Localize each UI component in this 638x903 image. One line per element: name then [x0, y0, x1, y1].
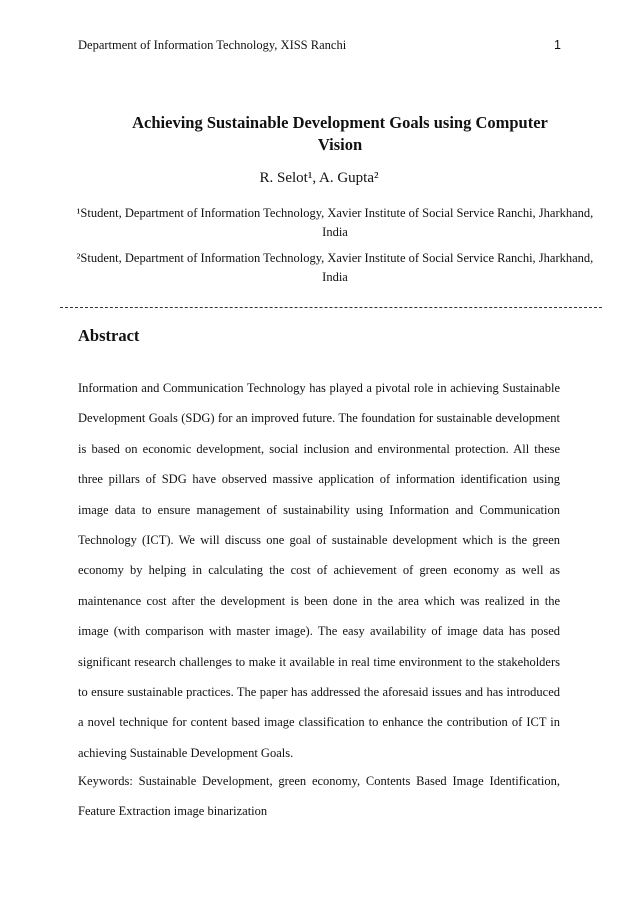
abstract-heading: Abstract — [78, 326, 140, 345]
page-number: 1 — [554, 38, 561, 52]
paper-title: Achieving Sustainable Development Goals using Computer Vision — [132, 113, 548, 154]
abstract-paragraph: Information and Communication Technology has played a pivotal role in achieving Sustainable Development Goals (SDG) for an improved future. The foundation for sustainable development is based on economic development, social inclusion and environmental protection. All these three pillars of SDG have observed massive application of information identification using image data to ensure management of sustainability using Information and Communication Technology (ICT). We will discuss one goal of sustainable development which is the green economy by helping in calculating the cost of achievement of green economy as well as maintenance cost after the development is been done in the area which was realized in the image (with comparison with master image). The easy availability of image data has posed significant research challenges to make it available in real time environment to the stakeholders to ensure sustainable practices. The paper has addressed the aforesaid issues and has introduced a novel technique for content based image classification to enhance the contribution of ICT in achieving Sustainable Development Goals. — [78, 381, 560, 760]
keywords: Keywords: Sustainable Development, green economy, Contents Based Image Identification, Feature Extraction image binarization — [78, 774, 560, 819]
section-divider — [60, 307, 602, 308]
running-header: Department of Information Technology, XISS Ranchi — [78, 38, 347, 52]
abstract-body — [78, 373, 560, 768]
affiliation-2: ²Student, Department of Information Technology, Xavier Institute of Social Service Ranchi, Jharkhand, India — [76, 251, 594, 284]
affiliation-1: ¹Student, Department of Information Technology, Xavier Institute of Social Service Ranchi, Jharkhand, India — [76, 206, 594, 239]
paper-authors: R. Selot¹, A. Gupta² — [259, 170, 379, 186]
